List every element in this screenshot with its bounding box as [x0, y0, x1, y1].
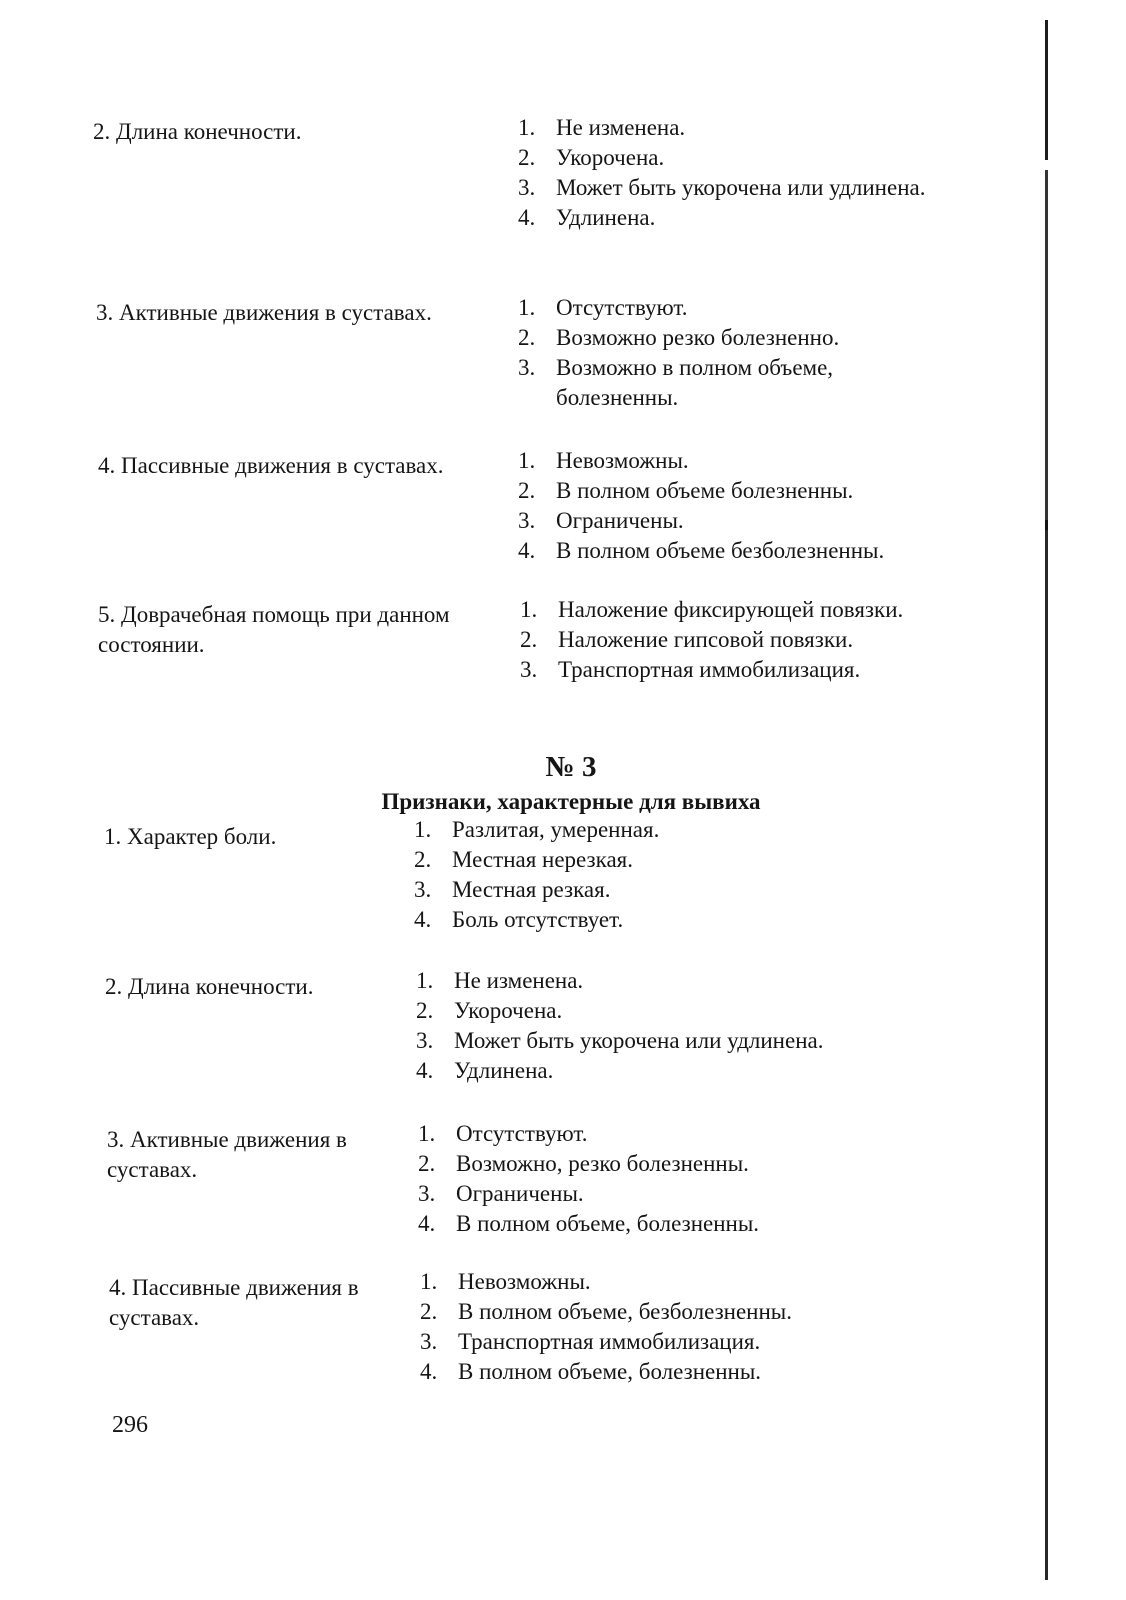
answer-text: Не изменена. [454, 968, 584, 993]
question-text: 1. Характер боли. [104, 824, 277, 849]
answer-item [416, 966, 886, 996]
answer-text: Разлитая, умеренная. [452, 817, 660, 842]
question-text: 3. Активные движения в суставах. [107, 1127, 347, 1182]
answer-item [416, 996, 886, 1026]
answer-item [518, 173, 938, 203]
answer-number: 4. [420, 1359, 438, 1384]
answer-number: 1. [414, 817, 432, 842]
answer-item [518, 536, 948, 566]
answer-number: 2. [518, 325, 536, 350]
answer-item [518, 446, 948, 476]
scan-edge-line [1045, 170, 1048, 530]
answer-text: Отсутствуют. [456, 1121, 588, 1146]
answer-item [420, 1267, 850, 1297]
answer-text: В полном объеме болезненны. [556, 478, 854, 503]
answer-number: 1. [518, 115, 536, 140]
section-title: Признаки, характерные для вывиха [381, 789, 761, 814]
answer-item [518, 353, 938, 413]
answer-item [518, 113, 938, 143]
answer-number: 3. [518, 508, 536, 533]
answer-number: 4. [518, 538, 536, 563]
answer-item [418, 1209, 838, 1239]
answer-text: Возможно в полном объеме, болезненны. [556, 355, 834, 410]
answer-item [520, 655, 945, 685]
answer-item [420, 1297, 850, 1327]
page-number: 296 [112, 1412, 148, 1438]
answer-text: Невозможны. [458, 1269, 591, 1294]
answer-text: Возможно резко болезненно. [556, 325, 840, 350]
answer-text: Может быть укорочена или удлинена. [454, 1028, 824, 1053]
answer-text: В полном объеме безболезненны. [556, 538, 885, 563]
answer-text: В полном объеме, безболезненны. [458, 1299, 793, 1324]
question-text: 4. Пассивные движения в суставах. [109, 1275, 359, 1330]
answer-item [520, 625, 945, 655]
answer-number: 4. [414, 907, 432, 932]
answer-number: 1. [420, 1269, 438, 1294]
answer-number: 2. [414, 847, 432, 872]
answer-item [420, 1357, 850, 1387]
answer-number: 2. [416, 998, 434, 1023]
answer-number: 1. [518, 448, 536, 473]
scan-edge-line [1045, 20, 1048, 160]
answer-text: Удлинена. [556, 205, 656, 230]
answer-text: Удлинена. [454, 1058, 554, 1083]
answer-text: Возможно, резко болезненны. [456, 1151, 749, 1176]
answer-item [518, 293, 938, 323]
answer-number: 4. [418, 1211, 436, 1236]
answer-item [520, 595, 945, 625]
answer-list [518, 446, 948, 566]
answer-item [420, 1327, 850, 1357]
answer-text: Местная резкая. [452, 877, 611, 902]
answer-item [418, 1179, 838, 1209]
answer-text: Не изменена. [556, 115, 686, 140]
answer-item [416, 1026, 886, 1056]
question-text: 5. Доврачебная помощь при данном состоянии. [98, 602, 450, 657]
answer-text: Ограничены. [456, 1181, 584, 1206]
answer-text: Наложение гипсовой повязки. [558, 627, 854, 652]
answer-text: Отсутствуют. [556, 295, 688, 320]
answer-text: Наложение фиксирующей повязки. [558, 597, 904, 622]
answer-number: 3. [418, 1181, 436, 1206]
answer-number: 4. [416, 1058, 434, 1083]
answer-number: 3. [518, 175, 536, 200]
answer-number: 2. [420, 1299, 438, 1324]
answer-number: 3. [420, 1329, 438, 1354]
answer-text: Местная нерезкая. [452, 847, 633, 872]
answer-item [518, 143, 938, 173]
answer-list [420, 1267, 850, 1387]
answer-item [418, 1119, 838, 1149]
answer-item [518, 203, 938, 233]
answer-item [518, 323, 938, 353]
answer-number: 3. [414, 877, 432, 902]
question-text: 2. Длина конечности. [105, 974, 314, 999]
answer-number: 1. [416, 968, 434, 993]
answer-item [518, 506, 948, 536]
answer-number: 2. [520, 627, 538, 652]
answer-text: Невозможны. [556, 448, 689, 473]
answer-text: Боль отсутствует. [452, 907, 624, 932]
answer-text: Транспортная иммобилизация. [458, 1329, 761, 1354]
answer-text: В полном объеме, болезненны. [456, 1211, 760, 1236]
answer-item [414, 905, 834, 935]
answer-item [414, 875, 834, 905]
scan-edge-line [1045, 520, 1048, 1580]
answer-number: 4. [518, 205, 536, 230]
answer-list [518, 293, 938, 413]
answer-text: Ограничены. [556, 508, 684, 533]
answer-item [418, 1149, 838, 1179]
answer-list [418, 1119, 838, 1239]
answer-number: 2. [518, 145, 536, 170]
answer-list [518, 113, 938, 233]
answer-item [518, 476, 948, 506]
answer-number: 1. [518, 295, 536, 320]
question-text: 4. Пассивные движения в суставах. [98, 453, 444, 478]
answer-list [414, 815, 834, 935]
answer-item [414, 815, 834, 845]
answer-list [416, 966, 886, 1086]
section-number: № 3 [545, 751, 597, 783]
answer-text: Может быть укорочена или удлинена. [556, 175, 926, 200]
answer-text: Укорочена. [454, 998, 563, 1023]
answer-number: 3. [416, 1028, 434, 1053]
answer-number: 3. [518, 355, 536, 380]
answer-text: В полном объеме, болезненны. [458, 1359, 762, 1384]
answer-text: Транспортная иммобилизация. [558, 657, 861, 682]
answer-number: 2. [518, 478, 536, 503]
answer-number: 3. [520, 657, 538, 682]
answer-item [414, 845, 834, 875]
answer-number: 2. [418, 1151, 436, 1176]
question-text: 3. Активные движения в суставах. [96, 300, 432, 325]
answer-number: 1. [418, 1121, 436, 1146]
answer-list [520, 595, 945, 685]
answer-item [416, 1056, 886, 1086]
answer-number: 1. [520, 597, 538, 622]
answer-text: Укорочена. [556, 145, 665, 170]
question-text: 2. Длина конечности. [93, 119, 302, 144]
